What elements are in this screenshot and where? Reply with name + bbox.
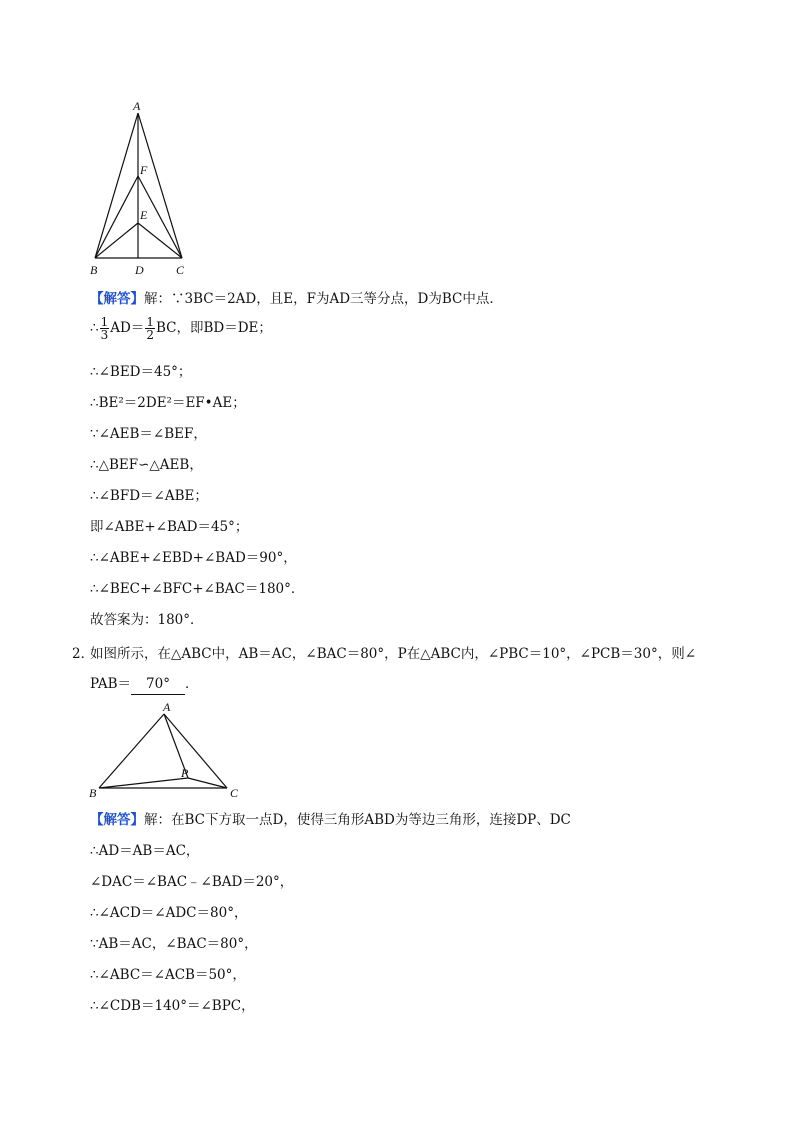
figure-2-triangle <box>85 700 250 802</box>
fraction-one-half: $\frac{1}{2}$ <box>146 315 154 342</box>
solution1-line-9: ∴∠ABE+∠EBD+∠BAD＝90°， <box>90 550 297 566</box>
segment-ab <box>95 113 138 258</box>
solution2-line-4: ∴∠ACD＝∠ADC＝80°， <box>90 905 248 921</box>
question-2-number: 2． <box>72 646 95 662</box>
solution1-line-1: 【解答】解：∵3BC＝2AD，且E，F为AD三等分点，D为BC中点． <box>90 291 503 307</box>
question-2-text-line-1: 如图所示，在△ABC中，AB＝AC，∠BAC＝80°，P在△ABC内，∠PBC＝10°，∠PCB＝30°，则∠ <box>90 646 697 662</box>
segment-ac <box>138 113 182 258</box>
segment-bp <box>99 778 188 788</box>
solution2-line-3: ∠DAC＝∠BAC﹣∠BAD＝20°， <box>90 874 294 890</box>
solution1-line-7: ∴∠BFD＝∠ABE； <box>90 488 208 504</box>
solution-tag: 【解答】 <box>90 812 144 828</box>
label-b: B <box>89 786 97 800</box>
question-2-text-line-2: PAB＝ 70° ． <box>90 674 199 695</box>
fraction-one-third: $\frac{1}{3}$ <box>100 315 109 342</box>
segment-ce <box>138 223 182 258</box>
solution2-line-6: ∴∠ABC＝∠ACB＝50°， <box>90 967 246 983</box>
label-e: E <box>140 208 148 222</box>
label-f: F <box>140 163 148 177</box>
solution1-line-6: ∴△BEF∽△AEB， <box>90 457 203 473</box>
solution1-line-8: 即∠ABE+∠BAD＝45°； <box>90 519 249 535</box>
solution1-line-5: ∵∠AEB＝∠BEF， <box>90 426 207 442</box>
label-b: B <box>90 263 98 277</box>
solution1-line-11: 故答案为：180°． <box>90 612 204 628</box>
solution2-line-5: ∵AB＝AC，∠BAC＝80°， <box>90 936 258 952</box>
solution2-line-1: 【解答】解：在BC下方取一点D，使得三角形ABD为等边三角形，连接DP、DC <box>90 812 571 828</box>
label-c: C <box>230 786 239 800</box>
answer-blank: 70° <box>131 674 185 695</box>
solution2-line-2: ∴AD＝AB＝AC， <box>90 843 200 859</box>
label-a: A <box>163 700 171 714</box>
segment-be <box>95 223 138 258</box>
label-c: C <box>176 263 185 277</box>
solution1-fraction-line: ∴ $\frac{1}{3}$ AD＝ $\frac{1}{2}$ BC，即BD＝DE； <box>90 315 272 342</box>
solution1-line-4: ∴BE²＝2DE²＝EF•AE； <box>90 395 246 411</box>
figure-1-triangle <box>85 98 195 280</box>
segment-cp <box>188 778 227 788</box>
solution2-line-7: ∴∠CDB＝140°＝∠BPC， <box>90 998 255 1014</box>
segment-ac <box>164 714 227 788</box>
solution-tag: 【解答】 <box>90 291 144 307</box>
segment-ab <box>99 714 164 788</box>
label-p: P <box>181 766 189 780</box>
label-a: A <box>133 99 141 113</box>
segment-bf <box>95 176 138 258</box>
label-d: D <box>135 263 144 277</box>
solution1-line-10: ∴∠BEC+∠BFC+∠BAC＝180°． <box>90 581 305 597</box>
solution1-line-3: ∴∠BED＝45°； <box>90 364 192 380</box>
